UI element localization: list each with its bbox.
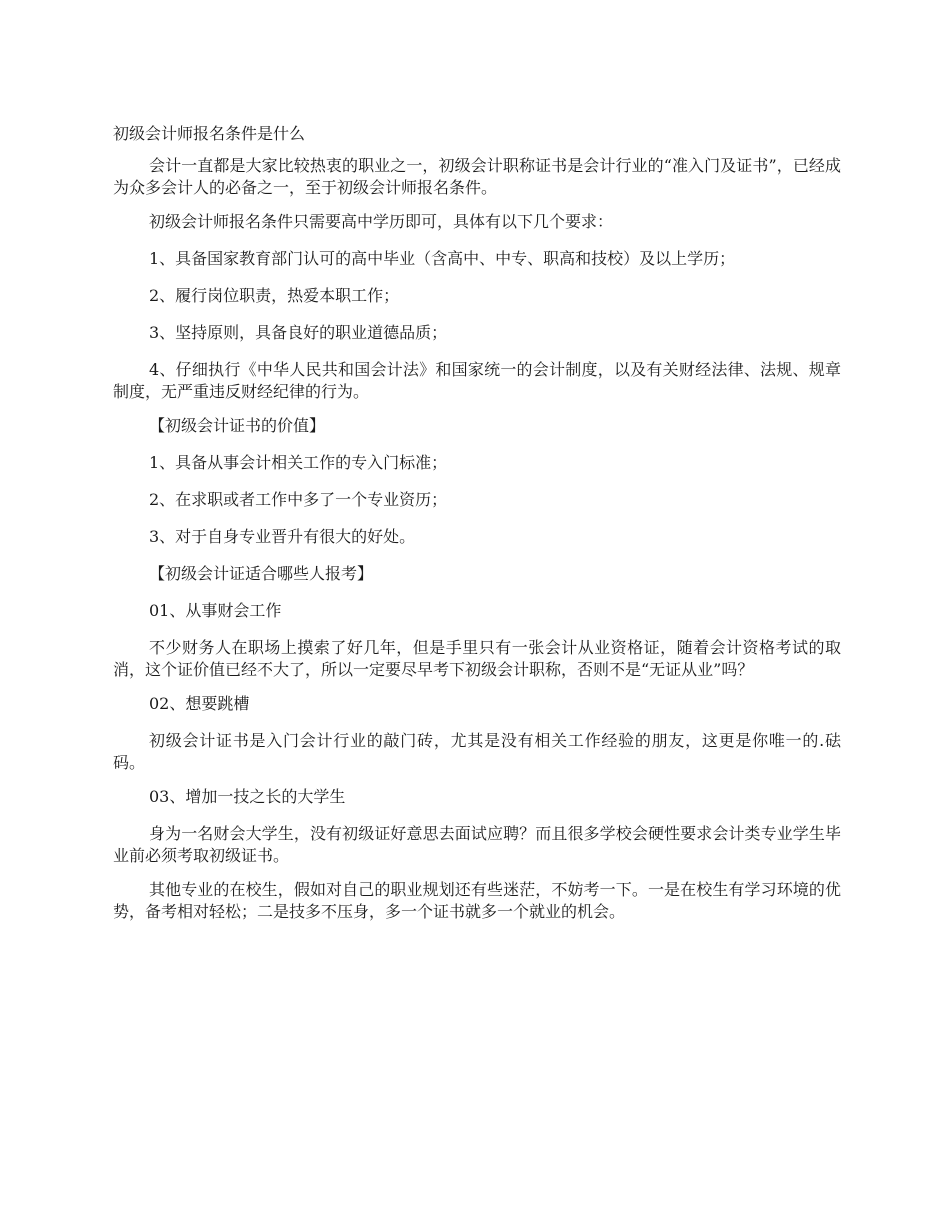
paragraph-audience-01: 不少财务人在职场上摸索了好几年，但是手里只有一张会计从业资格证，随着会计资格考试的取消，这个证价值已经不大了，所以一定要尽早考下初级会计职称，否则不是“无证从业”吗？ (113, 638, 841, 679)
paragraph-requirement-1: 1、具备国家教育部门认可的高中毕业（含高中、中专、职高和技校）及以上学历； (149, 249, 736, 268)
subheading-01: 01、从事财会工作 (149, 601, 282, 620)
section-heading-audience: 【初级会计证适合哪些人报考】 (149, 564, 374, 583)
paragraph-requirement-4: 4、仔细执行《中华人民共和国会计法》和国家统一的会计制度，以及有关财经法律、法规、规章制度，无严重违反财经纪律的行为。 (113, 360, 841, 401)
paragraph-requirement-2: 2、履行岗位职责，热爱本职工作； (149, 286, 400, 305)
document-title: 初级会计师报名条件是什么 (113, 124, 306, 143)
paragraph-audience-03: 身为一名财会大学生，没有初级证好意思去面试应聘？而且很多学校会硬性要求会计类专业学生毕业前必须考取初级证书。 (113, 824, 841, 865)
section-heading-value: 【初级会计证书的价值】 (149, 416, 326, 435)
paragraph-value-1: 1、具备从事会计相关工作的专入门标准； (149, 453, 448, 472)
paragraph-value-3: 3、对于自身专业晋升有很大的好处。 (149, 527, 416, 546)
paragraph-requirements-intro: 初级会计师报名条件只需要高中学历即可，具体有以下几个要求： (149, 212, 614, 231)
paragraph-intro: 会计一直都是大家比较热衷的职业之一，初级会计职称证书是会计行业的“准入门及证书”，已经成为众多会计人的必备之一，至于初级会计师报名条件。 (113, 156, 841, 197)
subheading-03: 03、增加一技之长的大学生 (149, 787, 346, 806)
subheading-02: 02、想要跳槽 (149, 694, 250, 713)
paragraph-audience-02: 初级会计证书是入门会计行业的敲门砖，尤其是没有相关工作经验的朋友，这更是你唯一的.砝码。 (113, 731, 841, 772)
paragraph-requirement-3: 3、坚持原则，具备良好的职业道德品质； (149, 323, 448, 342)
paragraph-other-students: 其他专业的在校生，假如对自己的职业规划还有些迷茫，不妨考一下。一是在校生有学习环境的优势，备考相对轻松；二是技多不压身，多一个证书就多一个就业的机会。 (113, 880, 841, 921)
document-page (113, 122, 841, 935)
paragraph-value-2: 2、在求职或者工作中多了一个专业资历； (149, 490, 448, 509)
